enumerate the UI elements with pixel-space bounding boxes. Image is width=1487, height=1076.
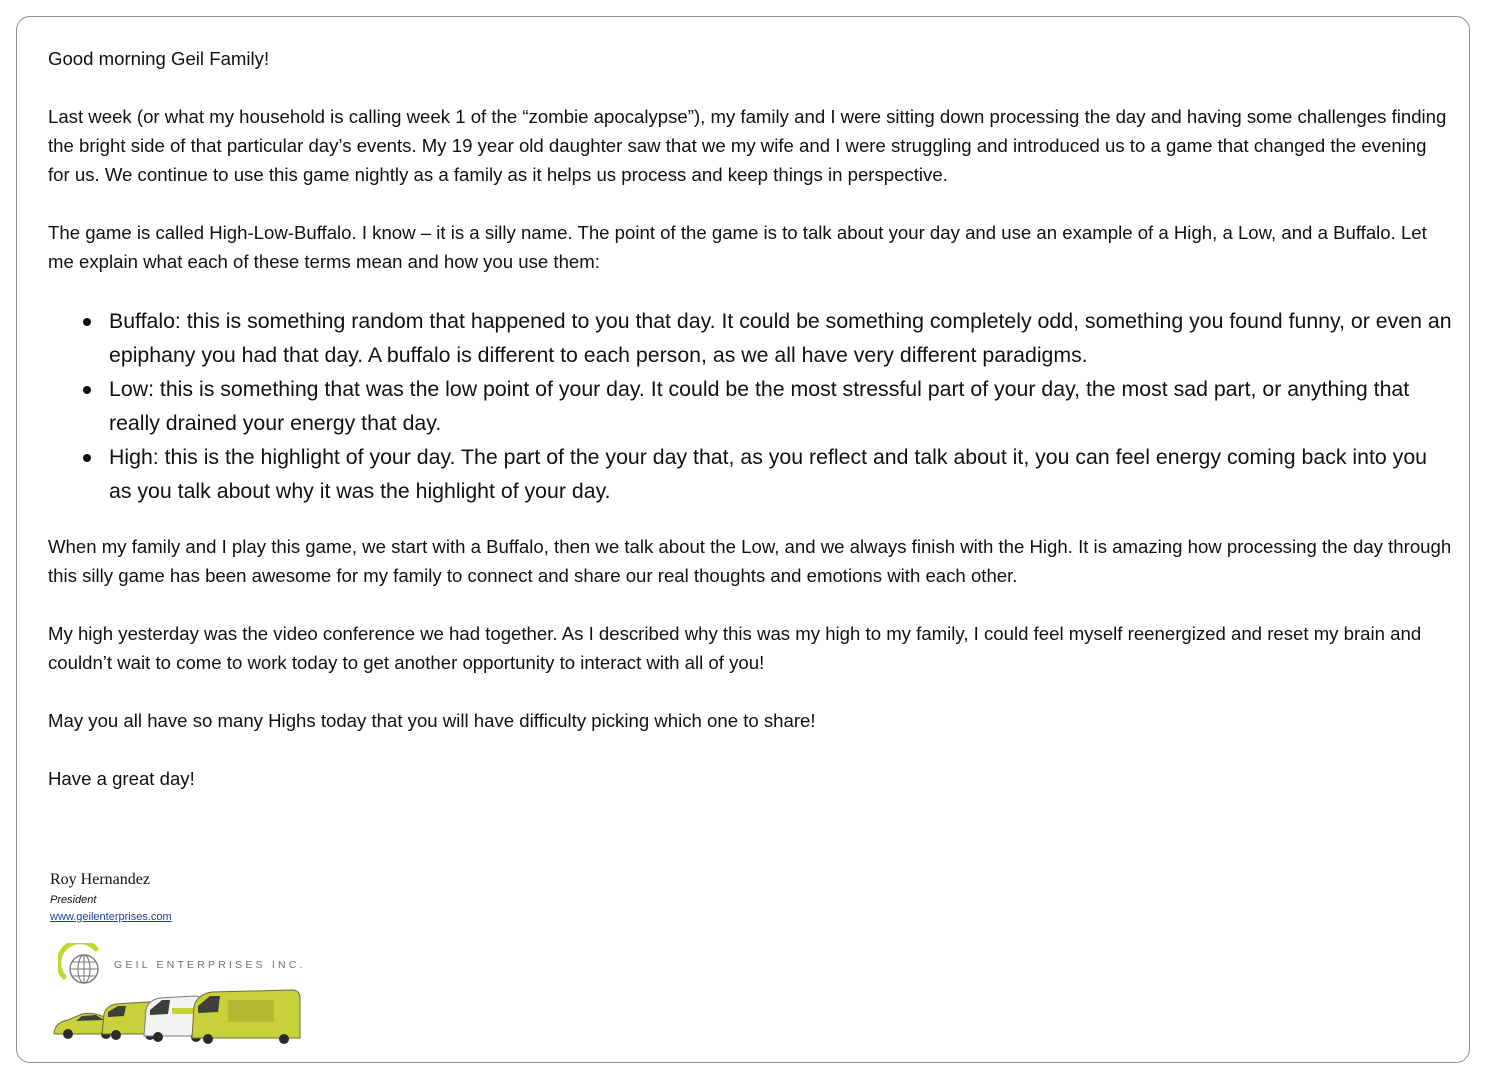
closing: Have a great day! — [48, 768, 195, 789]
vehicle-fleet-icon — [52, 988, 302, 1044]
list-item-buffalo — [48, 304, 1452, 372]
signature-title: President — [50, 894, 97, 906]
bullet-text: Buffalo: this is something random that happened to you that day. It could be something completely odd, something you found funny, or even an epiphany you had that day. A buffalo is different to each person, as we all have very different paradigms. — [109, 309, 1452, 367]
paragraph-my-high: My high yesterday was the video conference we had together. As I described why this was my high to my family, I could feel myself reenergized and reset my brain and couldn’t wait to come to work today to get another opportunity to interact with all of you! — [48, 623, 1422, 673]
greeting: Good morning Geil Family! — [48, 48, 270, 69]
list-item-low — [48, 372, 1452, 440]
paragraph-order: When my family and I play this game, we start with a Buffalo, then we talk about the Low, and we always finish with the High. It is amazing how processing the day through this silly game has been awesome for my family to connect and share our real thoughts and emotions with each other. — [48, 536, 1452, 586]
email-body — [48, 44, 1452, 793]
website-link[interactable]: www.geilenterprises.com — [50, 911, 172, 923]
signature-block — [50, 869, 172, 925]
paragraph-intro: Last week (or what my household is calling week 1 of the “zombie apocalypse”), my family and I were sitting down processing the day and having some challenges finding the bright side of that particular day’s events. My 19 year old daughter saw that we my wife and I were struggling and introduced us to a game that changed the evening for us. We continue to use this game nightly as a family as it helps us process and keep things in perspective. — [48, 106, 1447, 185]
bullet-text: High: this is the highlight of your day. The part of the your day that, as you reflect and talk about it, you can feel energy coming back into you as you talk about why it was the highlight of your day. — [109, 445, 1428, 503]
company-name: GEIL ENTERPRISES INC. — [114, 959, 306, 971]
term-list — [48, 304, 1452, 508]
company-logo — [52, 940, 306, 1044]
signature-name: Roy Hernandez — [50, 871, 150, 888]
list-item-high — [48, 440, 1452, 508]
bullet-icon — [83, 386, 91, 394]
paragraph-game: The game is called High-Low-Buffalo. I know – it is a silly name. The point of the game is to talk about your day and use an example of a High, a Low, and a Buffalo. Let me explain what each of these terms mean and how you use them: — [48, 222, 1427, 272]
bullet-icon — [83, 454, 91, 462]
paragraph-wish: May you all have so many Highs today that you will have difficulty picking which one to share! — [48, 710, 816, 731]
globe-icon — [58, 943, 108, 993]
bullet-icon — [83, 318, 91, 326]
bullet-text: Low: this is something that was the low point of your day. It could be the most stressful part of your day, the most sad part, or anything that really drained your energy that day. — [109, 377, 1410, 435]
